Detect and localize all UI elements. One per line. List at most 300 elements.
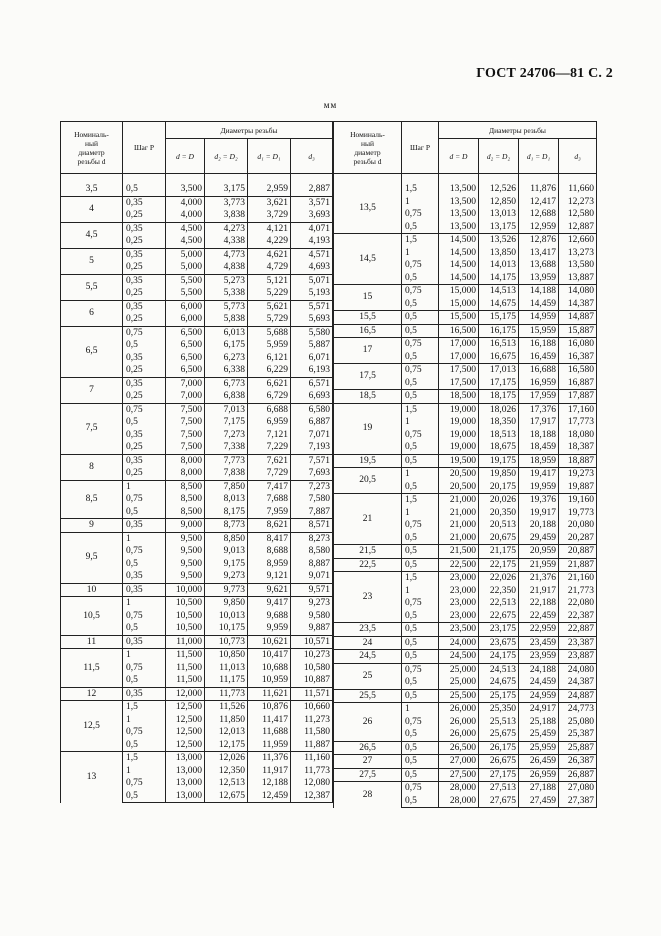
d2-cell: 14,175	[479, 272, 519, 285]
d-cell: 13,500	[439, 183, 479, 196]
nominal-diameter-cell: 3,5	[61, 183, 123, 196]
pitch-cell: 0,5	[123, 339, 166, 352]
d-cell: 19,000	[439, 429, 479, 442]
pitch-cell: 0,5	[402, 755, 439, 769]
nominal-diameter-cell: 5	[61, 248, 123, 274]
d1-cell: 7,729	[248, 467, 291, 480]
d3-cell: 19,773	[559, 507, 597, 520]
nominal-diameter-cell: 12,5	[61, 701, 123, 752]
d1-cell: 17,376	[519, 403, 559, 416]
table-row	[61, 300, 333, 313]
d3-cell: 12,887	[559, 221, 597, 234]
d-cell: 24,000	[439, 636, 479, 650]
header-d: d = D	[166, 139, 205, 174]
header-d2: d₂ = D₂	[479, 139, 519, 174]
pitch-cell: 0,5	[123, 739, 166, 752]
d2-cell: 3,773	[205, 196, 248, 209]
d3-cell: 11,580	[291, 726, 333, 739]
nominal-diameter-cell: 25,5	[334, 689, 402, 703]
d3-cell: 19,160	[559, 494, 597, 507]
d1-cell: 11,376	[248, 752, 291, 765]
d3-cell: 27,080	[559, 782, 597, 795]
pitch-cell: 0,75	[402, 364, 439, 377]
d-cell: 6,500	[166, 339, 205, 352]
table-row	[61, 532, 333, 545]
pitch-cell: 0,35	[123, 454, 166, 467]
d3-cell: 19,273	[559, 468, 597, 481]
table-row	[61, 222, 333, 235]
d1-cell: 10,959	[248, 674, 291, 687]
d-cell: 25,500	[439, 689, 479, 703]
d2-cell: 12,026	[205, 752, 248, 765]
d-cell: 14,500	[439, 272, 479, 285]
d3-cell: 8,580	[291, 545, 333, 558]
d1-cell: 2,959	[248, 183, 291, 196]
d1-cell: 5,729	[248, 313, 291, 326]
d-cell: 6,500	[166, 326, 205, 339]
d-cell: 3,500	[166, 183, 205, 196]
d3-cell: 6,193	[291, 364, 333, 377]
d2-cell: 6,273	[205, 352, 248, 365]
pitch-cell: 0,5	[402, 454, 439, 468]
pitch-cell: 0,75	[123, 610, 166, 623]
table-row	[334, 183, 597, 196]
nominal-diameter-cell: 9	[61, 519, 123, 533]
d2-cell: 12,175	[205, 739, 248, 752]
d1-cell: 12,459	[248, 790, 291, 803]
d2-cell: 11,013	[205, 662, 248, 675]
d3-cell: 25,887	[559, 741, 597, 755]
d-cell: 12,500	[166, 701, 205, 714]
d1-cell: 24,917	[519, 703, 559, 716]
table-row	[334, 390, 597, 404]
d2-cell: 13,526	[479, 234, 519, 247]
d1-cell: 12,188	[248, 777, 291, 790]
d3-cell: 5,071	[291, 274, 333, 287]
d-cell: 5,500	[166, 274, 205, 287]
d3-cell: 4,571	[291, 248, 333, 261]
d3-cell: 4,071	[291, 222, 333, 235]
table-row	[61, 480, 333, 493]
d-cell: 14,500	[439, 234, 479, 247]
table-row	[334, 558, 597, 572]
d3-cell: 12,660	[559, 234, 597, 247]
pitch-cell: 0,25	[123, 364, 166, 377]
d2-cell: 20,350	[479, 507, 519, 520]
d-cell: 16,500	[439, 324, 479, 338]
d2-cell: 14,013	[479, 259, 519, 272]
d2-cell: 13,850	[479, 247, 519, 260]
d3-cell: 11,160	[291, 752, 333, 765]
d2-cell: 18,675	[479, 441, 519, 454]
d2-cell: 10,013	[205, 610, 248, 623]
d3-cell: 17,160	[559, 403, 597, 416]
table-row	[61, 583, 333, 597]
d1-cell: 26,459	[519, 755, 559, 769]
pitch-cell: 0,75	[123, 662, 166, 675]
d3-cell: 14,387	[559, 298, 597, 311]
nominal-diameter-cell: 5,5	[61, 274, 123, 300]
d2-cell: 12,850	[479, 196, 519, 209]
header-d1: d₁ = D₁	[519, 139, 559, 174]
d1-cell: 19,417	[519, 468, 559, 481]
d-cell: 19,000	[439, 441, 479, 454]
d2-cell: 9,175	[205, 558, 248, 571]
table-row	[61, 248, 333, 261]
d2-cell: 4,338	[205, 235, 248, 248]
pitch-cell: 0,25	[123, 261, 166, 274]
d-cell: 13,500	[439, 196, 479, 209]
table-row	[61, 635, 333, 649]
d2-cell: 10,175	[205, 622, 248, 635]
table-row	[61, 326, 333, 339]
d1-cell: 22,459	[519, 610, 559, 623]
d3-cell: 10,887	[291, 674, 333, 687]
d3-cell: 11,273	[291, 714, 333, 727]
d3-cell: 21,887	[559, 558, 597, 572]
d2-cell: 7,850	[205, 480, 248, 493]
d-cell: 23,000	[439, 585, 479, 598]
d1-cell: 7,959	[248, 506, 291, 519]
d1-cell: 6,621	[248, 377, 291, 390]
d3-cell: 22,887	[559, 623, 597, 637]
d1-cell: 5,121	[248, 274, 291, 287]
d-cell: 10,500	[166, 597, 205, 610]
d3-cell: 11,660	[559, 183, 597, 196]
d2-cell: 24,175	[479, 650, 519, 664]
d3-cell: 6,693	[291, 390, 333, 403]
d1-cell: 9,688	[248, 610, 291, 623]
d2-cell: 8,013	[205, 493, 248, 506]
d3-cell: 7,580	[291, 493, 333, 506]
d2-cell: 16,675	[479, 351, 519, 364]
nominal-diameter-cell: 26,5	[334, 741, 402, 755]
pitch-cell: 0,75	[402, 208, 439, 221]
d1-cell: 21,917	[519, 585, 559, 598]
nominal-diameter-cell: 22,5	[334, 558, 402, 572]
d1-cell: 19,376	[519, 494, 559, 507]
d-cell: 22,500	[439, 558, 479, 572]
pitch-cell: 1,5	[402, 234, 439, 247]
pitch-cell: 0,75	[402, 259, 439, 272]
d1-cell: 8,621	[248, 519, 291, 533]
d1-cell: 19,959	[519, 481, 559, 494]
nominal-diameter-cell: 24	[334, 636, 402, 650]
d1-cell: 4,229	[248, 235, 291, 248]
d1-cell: 8,959	[248, 558, 291, 571]
d1-cell: 14,188	[519, 285, 559, 298]
thread-table-right	[333, 121, 597, 808]
d2-cell: 27,513	[479, 782, 519, 795]
d-cell: 26,000	[439, 716, 479, 729]
d2-cell: 14,675	[479, 298, 519, 311]
d1-cell: 16,959	[519, 377, 559, 390]
pitch-cell: 0,35	[123, 583, 166, 597]
d-cell: 9,500	[166, 570, 205, 583]
pitch-cell: 0,5	[402, 221, 439, 234]
d3-cell: 7,693	[291, 467, 333, 480]
nominal-diameter-cell: 21	[334, 494, 402, 545]
d2-cell: 5,338	[205, 287, 248, 300]
pitch-cell: 0,5	[402, 532, 439, 545]
d2-cell: 22,026	[479, 572, 519, 585]
pitch-cell: 0,25	[123, 209, 166, 222]
d3-cell: 3,693	[291, 209, 333, 222]
pitch-cell: 0,5	[123, 790, 166, 803]
pitch-cell: 0,75	[402, 285, 439, 298]
d2-cell: 11,773	[205, 687, 248, 701]
d3-cell: 10,660	[291, 701, 333, 714]
nominal-diameter-cell: 13,5	[334, 183, 402, 234]
table-row	[61, 649, 333, 662]
d1-cell: 17,959	[519, 390, 559, 404]
d2-cell: 27,175	[479, 768, 519, 782]
d1-cell: 10,621	[248, 635, 291, 649]
nominal-diameter-cell: 27	[334, 755, 402, 769]
table-row	[334, 689, 597, 703]
pitch-cell: 0,5	[402, 741, 439, 755]
d3-cell: 7,571	[291, 454, 333, 467]
nominal-diameter-cell: 18,5	[334, 390, 402, 404]
d2-cell: 4,838	[205, 261, 248, 274]
table-row	[334, 703, 597, 716]
d-cell: 25,000	[439, 663, 479, 676]
d1-cell: 6,121	[248, 352, 291, 365]
table-row	[334, 623, 597, 637]
pitch-cell: 0,35	[123, 352, 166, 365]
d3-cell: 6,571	[291, 377, 333, 390]
d1-cell: 10,876	[248, 701, 291, 714]
nominal-diameter-cell: 17	[334, 338, 402, 364]
d2-cell: 18,513	[479, 429, 519, 442]
pitch-cell: 0,5	[402, 768, 439, 782]
nominal-diameter-cell: 17,5	[334, 364, 402, 390]
pitch-cell: 1	[123, 480, 166, 493]
d-cell: 7,500	[166, 429, 205, 442]
d3-cell: 27,387	[559, 795, 597, 808]
pitch-cell: 0,75	[123, 403, 166, 416]
d3-cell: 21,773	[559, 585, 597, 598]
d3-cell: 13,580	[559, 259, 597, 272]
d-cell: 19,500	[439, 454, 479, 468]
d-cell: 21,500	[439, 545, 479, 559]
nominal-diameter-cell: 19	[334, 403, 402, 454]
d-cell: 15,500	[439, 311, 479, 325]
d2-cell: 22,350	[479, 585, 519, 598]
d2-cell: 25,350	[479, 703, 519, 716]
d3-cell: 25,080	[559, 716, 597, 729]
d3-cell: 6,580	[291, 403, 333, 416]
nominal-diameter-cell: 4,5	[61, 222, 123, 248]
d2-cell: 21,175	[479, 545, 519, 559]
d3-cell: 13,273	[559, 247, 597, 260]
d2-cell: 26,675	[479, 755, 519, 769]
d3-cell: 7,071	[291, 429, 333, 442]
d1-cell: 3,621	[248, 196, 291, 209]
d2-cell: 18,026	[479, 403, 519, 416]
pitch-cell: 0,25	[123, 287, 166, 300]
d3-cell: 5,693	[291, 313, 333, 326]
d2-cell: 22,513	[479, 597, 519, 610]
table-row	[334, 403, 597, 416]
nominal-diameter-cell: 11,5	[61, 649, 123, 688]
d3-cell: 26,387	[559, 755, 597, 769]
d1-cell: 9,621	[248, 583, 291, 597]
d1-cell: 26,959	[519, 768, 559, 782]
nominal-diameter-cell: 15,5	[334, 311, 402, 325]
d1-cell: 5,959	[248, 339, 291, 352]
d-cell: 18,500	[439, 390, 479, 404]
d3-cell: 5,580	[291, 326, 333, 339]
d3-cell: 8,887	[291, 558, 333, 571]
d1-cell: 25,188	[519, 716, 559, 729]
d3-cell: 12,387	[291, 790, 333, 803]
d-cell: 19,000	[439, 416, 479, 429]
table-row	[334, 768, 597, 782]
d3-cell: 9,571	[291, 583, 333, 597]
table-row	[61, 752, 333, 765]
table-row	[334, 636, 597, 650]
d-cell: 8,000	[166, 454, 205, 467]
d3-cell: 17,887	[559, 390, 597, 404]
table-row	[334, 494, 597, 507]
header-diameters: Диаметры резьбы	[439, 122, 597, 139]
d3-cell: 7,887	[291, 506, 333, 519]
pitch-cell: 0,25	[123, 235, 166, 248]
pitch-cell: 0,5	[402, 351, 439, 364]
d2-cell: 11,850	[205, 714, 248, 727]
pitch-cell: 0,35	[123, 635, 166, 649]
table-row	[334, 545, 597, 559]
nominal-diameter-cell: 21,5	[334, 545, 402, 559]
d3-cell: 16,387	[559, 351, 597, 364]
pitch-cell: 1	[123, 714, 166, 727]
d-cell: 15,000	[439, 285, 479, 298]
pitch-cell: 1,5	[402, 403, 439, 416]
pitch-cell: 0,5	[123, 558, 166, 571]
d-cell: 23,000	[439, 597, 479, 610]
pitch-cell: 1,5	[402, 183, 439, 196]
d3-cell: 18,080	[559, 429, 597, 442]
d3-cell: 12,580	[559, 208, 597, 221]
d2-cell: 15,175	[479, 311, 519, 325]
d1-cell: 4,121	[248, 222, 291, 235]
page-header: ГОСТ 24706—81 С. 2	[476, 66, 613, 81]
d1-cell: 11,621	[248, 687, 291, 701]
pitch-cell: 0,5	[402, 377, 439, 390]
d3-cell: 24,887	[559, 689, 597, 703]
d-cell: 8,500	[166, 493, 205, 506]
d1-cell: 18,959	[519, 454, 559, 468]
d1-cell: 9,959	[248, 622, 291, 635]
header-pitch: Шаг P	[123, 122, 166, 174]
d2-cell: 7,838	[205, 467, 248, 480]
d3-cell: 17,773	[559, 416, 597, 429]
d1-cell: 13,688	[519, 259, 559, 272]
d-cell: 23,000	[439, 610, 479, 623]
d1-cell: 25,959	[519, 741, 559, 755]
d1-cell: 7,229	[248, 441, 291, 454]
nominal-diameter-cell: 9,5	[61, 532, 123, 583]
pitch-cell: 1,5	[123, 701, 166, 714]
d3-cell: 9,580	[291, 610, 333, 623]
d-cell: 13,000	[166, 790, 205, 803]
d-cell: 26,000	[439, 703, 479, 716]
d3-cell: 5,887	[291, 339, 333, 352]
table-row	[334, 741, 597, 755]
pitch-cell: 0,35	[123, 274, 166, 287]
d3-cell: 24,080	[559, 663, 597, 676]
d-cell: 17,000	[439, 351, 479, 364]
d3-cell: 5,571	[291, 300, 333, 313]
d3-cell: 10,273	[291, 649, 333, 662]
pitch-cell: 0,5	[402, 558, 439, 572]
d-cell: 7,500	[166, 441, 205, 454]
d3-cell: 5,193	[291, 287, 333, 300]
d2-cell: 7,175	[205, 416, 248, 429]
d1-cell: 11,417	[248, 714, 291, 727]
pitch-cell: 0,35	[123, 429, 166, 442]
d1-cell: 22,188	[519, 597, 559, 610]
d3-cell: 23,887	[559, 650, 597, 664]
nominal-diameter-cell: 20,5	[334, 468, 402, 494]
d-cell: 24,500	[439, 650, 479, 664]
d-cell: 11,500	[166, 674, 205, 687]
nominal-diameter-cell: 10,5	[61, 597, 123, 636]
d1-cell: 5,621	[248, 300, 291, 313]
d1-cell: 24,188	[519, 663, 559, 676]
d2-cell: 5,838	[205, 313, 248, 326]
d-cell: 21,000	[439, 519, 479, 532]
d2-cell: 25,175	[479, 689, 519, 703]
nominal-diameter-cell: 16,5	[334, 324, 402, 338]
d3-cell: 8,273	[291, 532, 333, 545]
d3-cell: 11,773	[291, 765, 333, 778]
d2-cell: 6,838	[205, 390, 248, 403]
d2-cell: 3,838	[205, 209, 248, 222]
nominal-diameter-cell: 7	[61, 377, 123, 403]
d2-cell: 8,850	[205, 532, 248, 545]
nominal-diameter-cell: 8,5	[61, 480, 123, 519]
d1-cell: 6,229	[248, 364, 291, 377]
d1-cell: 11,876	[519, 183, 559, 196]
pitch-cell: 0,5	[402, 689, 439, 703]
pitch-cell: 0,5	[123, 622, 166, 635]
d2-cell: 20,026	[479, 494, 519, 507]
d1-cell: 25,459	[519, 728, 559, 741]
pitch-cell: 0,5	[123, 416, 166, 429]
pitch-cell: 1	[402, 468, 439, 481]
d1-cell: 24,459	[519, 676, 559, 689]
pitch-cell: 0,75	[123, 326, 166, 339]
nominal-diameter-cell: 6,5	[61, 326, 123, 377]
pitch-cell: 0,75	[402, 716, 439, 729]
table-row	[61, 519, 333, 533]
pitch-cell: 0,35	[123, 222, 166, 235]
d2-cell: 19,175	[479, 454, 519, 468]
d2-cell: 12,526	[479, 183, 519, 196]
d-cell: 12,000	[166, 687, 205, 701]
nominal-diameter-cell: 13	[61, 752, 123, 803]
d-cell: 17,500	[439, 377, 479, 390]
d1-cell: 7,688	[248, 493, 291, 506]
d1-cell: 18,459	[519, 441, 559, 454]
d1-cell: 12,688	[519, 208, 559, 221]
d-cell: 5,000	[166, 261, 205, 274]
pitch-cell: 0,75	[402, 782, 439, 795]
pitch-cell: 1,5	[123, 752, 166, 765]
pitch-cell: 0,5	[402, 390, 439, 404]
